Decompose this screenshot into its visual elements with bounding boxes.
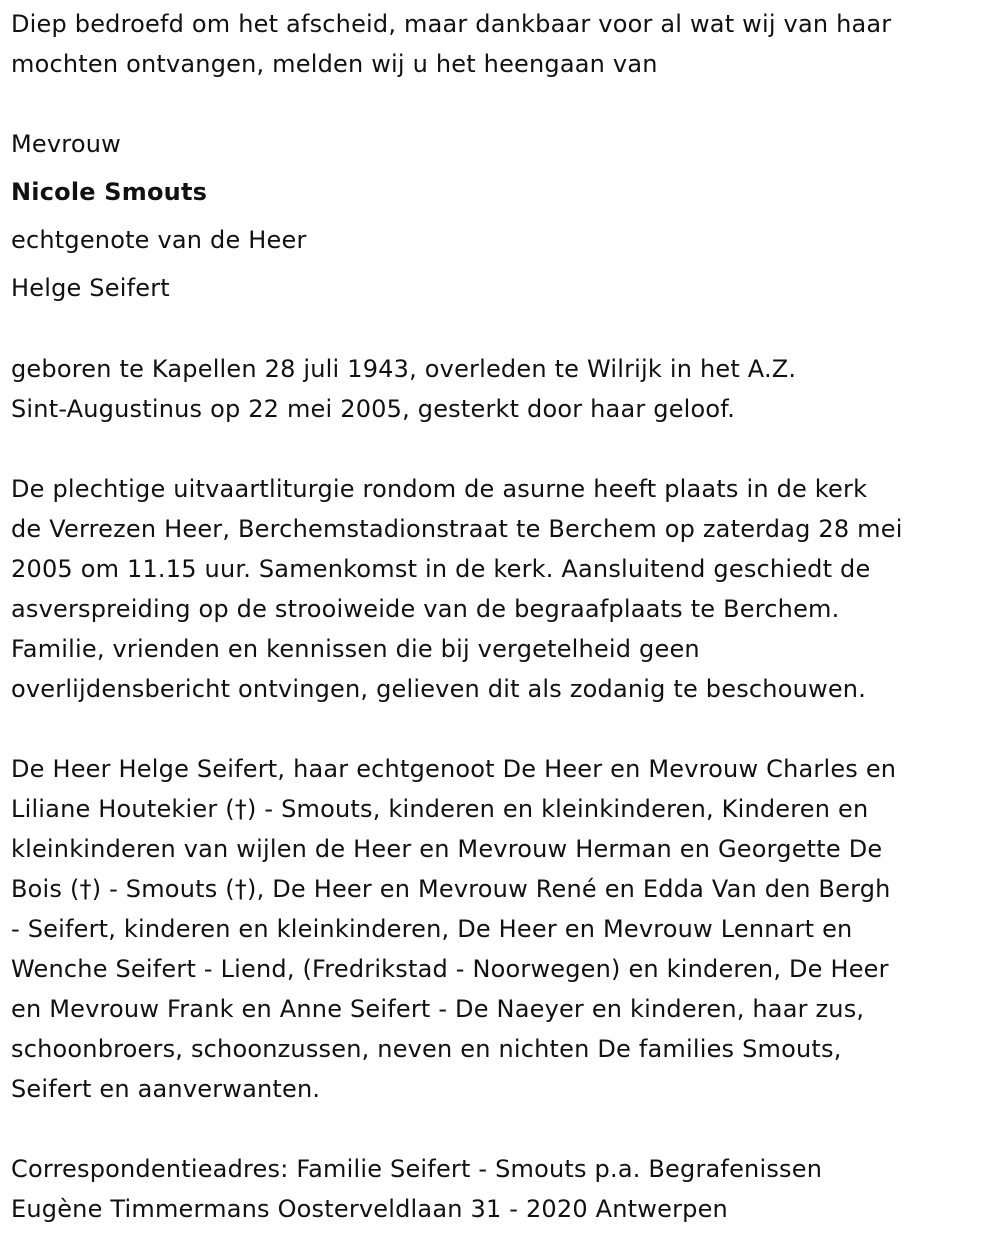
family-line: Bois (†) - Smouts (†), De Heer en Mevrouw René en Edda Van den Bergh xyxy=(11,875,891,903)
correspondence-line: Eugène Timmermans Oosterveldlaan 31 - 2020 Antwerpen xyxy=(11,1195,728,1223)
funeral-line: 2005 om 11.15 uur. Samenkomst in de kerk. Aansluitend geschiedt de xyxy=(11,555,871,583)
family-line: kleinkinderen van wijlen de Heer en Mevrouw Herman en Georgette De xyxy=(11,835,883,863)
family-line: De Heer Helge Seifert, haar echtgenoot De Heer en Mevrouw Charles en xyxy=(11,755,897,783)
correspondence-line: Correspondentieadres: Familie Seifert - Smouts p.a. Begrafenissen xyxy=(11,1155,823,1183)
birth-death-line: Sint-Augustinus op 22 mei 2005, gesterkt door haar geloof. xyxy=(11,395,736,423)
family-line: Wenche Seifert - Liend, (Fredrikstad - Noorwegen) en kinderen, De Heer xyxy=(11,955,889,983)
family-line: en Mevrouw Frank en Anne Seifert - De Naeyer en kinderen, haar zus, xyxy=(11,995,865,1023)
deceased-title: Mevrouw xyxy=(11,130,121,158)
intro-line: mochten ontvangen, melden wij u het heengaan van xyxy=(11,50,658,78)
funeral-line: De plechtige uitvaartliturgie rondom de asurne heeft plaats in de kerk xyxy=(11,475,868,503)
birth-death-line: geboren te Kapellen 28 juli 1943, overleden te Wilrijk in het A.Z. xyxy=(11,355,797,383)
funeral-line: Familie, vrienden en kennissen die bij vergetelheid geen xyxy=(11,635,700,663)
family-line: - Seifert, kinderen en kleinkinderen, De Heer en Mevrouw Lennart en xyxy=(11,915,853,943)
deceased-relation: echtgenote van de Heer xyxy=(11,226,307,254)
deceased-name: Nicole Smouts xyxy=(11,178,208,206)
family-line: schoonbroers, schoonzussen, neven en nichten De families Smouts, xyxy=(11,1035,842,1063)
intro-line: Diep bedroefd om het afscheid, maar dankbaar voor al wat wij van haar xyxy=(11,10,892,38)
funeral-line: overlijdensbericht ontvingen, gelieven dit als zodanig te beschouwen. xyxy=(11,675,867,703)
family-line: Seifert en aanverwanten. xyxy=(11,1075,321,1103)
funeral-line: asverspreiding op de strooiweide van de begraafplaats te Berchem. xyxy=(11,595,840,623)
funeral-line: de Verrezen Heer, Berchemstadionstraat te Berchem op zaterdag 28 mei xyxy=(11,515,903,543)
family-line: Liliane Houtekier (†) - Smouts, kinderen en kleinkinderen, Kinderen en xyxy=(11,795,869,823)
spouse-name: Helge Seifert xyxy=(11,274,170,302)
